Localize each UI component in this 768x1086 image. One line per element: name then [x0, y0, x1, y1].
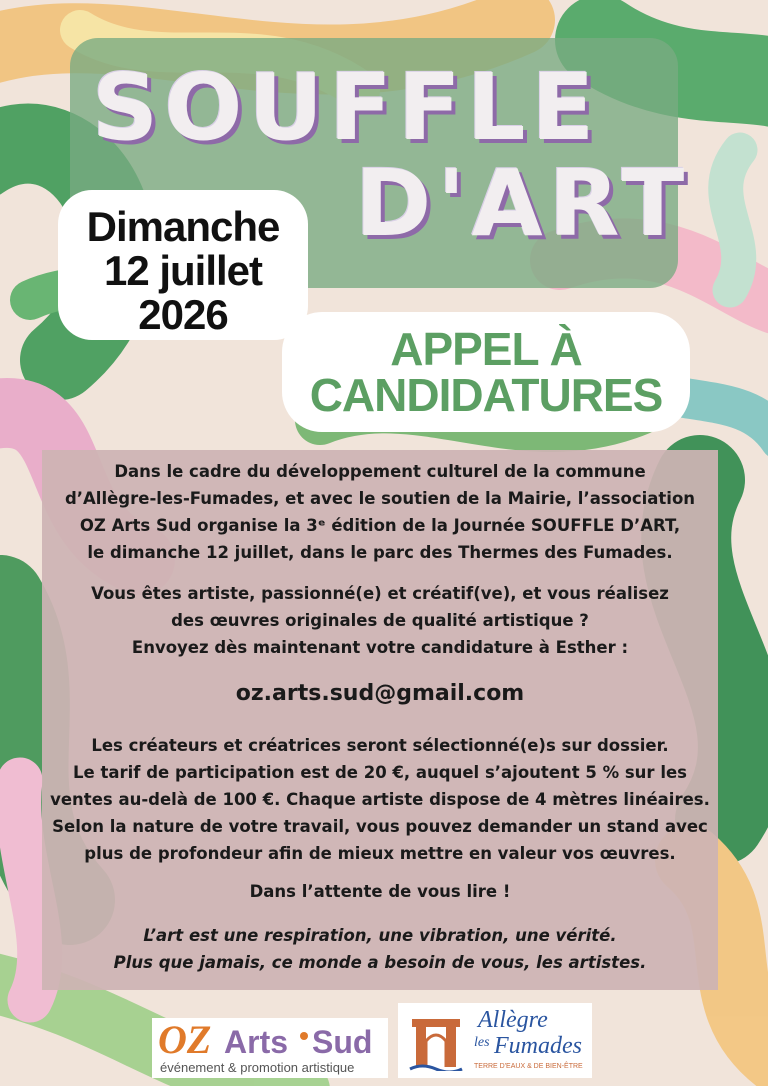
oz-arts-sud-logo — [152, 1018, 388, 1078]
text-line: d’Allègre-les-Fumades, et avec le soutien de la Mairie, l’association — [64, 489, 696, 508]
logo-fumades: Fumades — [494, 1033, 582, 1059]
quote — [42, 922, 718, 976]
call-box — [282, 312, 690, 432]
paragraph-intro — [42, 458, 718, 566]
call-line-1: APPEL À — [390, 323, 582, 375]
closing-line: Dans l’attente de vous lire ! — [249, 882, 511, 901]
logo-allegre: Allègre — [478, 1007, 548, 1033]
title-line-1: SOUFFLE — [92, 54, 601, 161]
date-box — [58, 190, 308, 340]
text-line: Dans le cadre du développement culturel de la commune — [114, 462, 646, 481]
text-line: Selon la nature de votre travail, vous pouvez demander un stand avec — [52, 817, 708, 836]
paragraph-call — [42, 580, 718, 661]
text-line: Plus que jamais, ce monde a besoin de vous, les artistes. — [113, 953, 647, 972]
date-year: 2026 — [138, 291, 228, 338]
date-day: Dimanche — [86, 203, 280, 250]
arch-icon — [408, 1011, 464, 1071]
date-date: 12 juillet — [103, 247, 263, 294]
text-line: Vous êtes artiste, passionné(e) et créatif(ve), et vous réalisez — [91, 584, 669, 603]
text-line: le dimanche 12 juillet, dans le parc des Thermes des Fumades. — [87, 543, 673, 562]
logo-arts: Arts — [224, 1024, 289, 1060]
call-line-2: CANDIDATURES — [309, 369, 663, 421]
title-line-2: D'ART — [355, 150, 691, 257]
logo-dot — [300, 1032, 308, 1040]
text-line: des œuvres originales de qualité artistique ? — [171, 611, 589, 630]
text-line: L’art est une respiration, une vibration, une vérité. — [143, 926, 617, 945]
logo-sud: Sud — [312, 1024, 373, 1060]
allegre-les-fumades-logo — [398, 1003, 592, 1078]
text-line: Les créateurs et créatrices seront sélectionné(e)s sur dossier. — [91, 736, 669, 755]
logo-allegre-tagline: TERRE D'EAUX & DE BIEN-ÊTRE — [474, 1063, 583, 1070]
text-line: plus de profondeur afin de mieux mettre en valeur vos œuvres. — [84, 844, 676, 863]
text-line: Le tarif de participation est de 20 €, auquel s’ajoutent 5 % sur les — [73, 763, 687, 782]
email-address[interactable]: oz.arts.sud@gmail.com — [235, 681, 525, 706]
paragraph-conditions — [42, 732, 718, 867]
text-line: OZ Arts Sud organise la 3ᵉ édition de la Journée SOUFFLE D’ART, — [79, 516, 681, 535]
logo-les: les — [474, 1035, 490, 1050]
text-panel — [42, 450, 718, 990]
logo-tagline: événement & promotion artistique — [160, 1060, 355, 1075]
logo-oz: OZ — [158, 1017, 212, 1062]
text-line: Envoyez dès maintenant votre candidature à Esther : — [131, 638, 629, 657]
text-line: ventes au-delà de 100 €. Chaque artiste dispose de 4 mètres linéaires. — [50, 790, 710, 809]
